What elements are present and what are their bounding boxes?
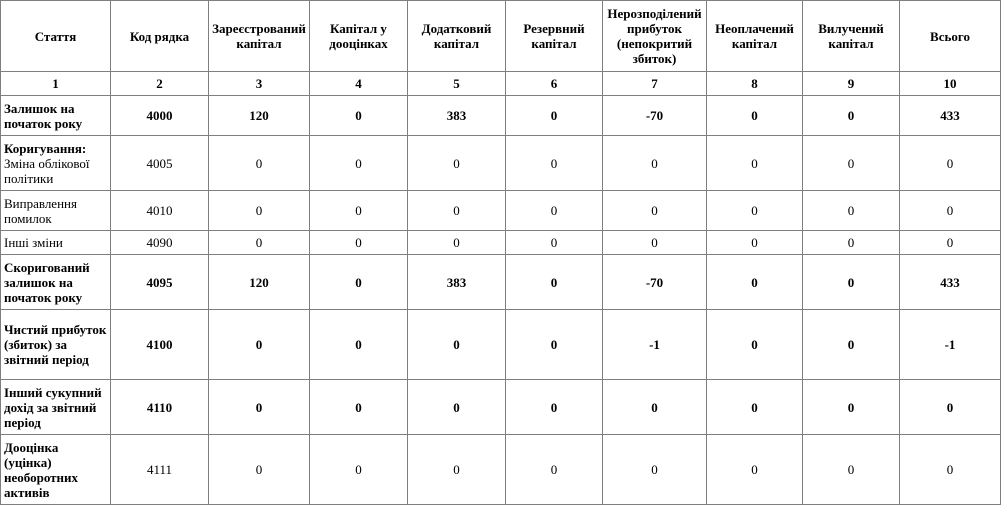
value-cell: 0 — [310, 231, 408, 255]
column-number: 10 — [900, 72, 1001, 96]
value-cell: 0 — [603, 435, 707, 505]
value-cell: 0 — [408, 310, 506, 380]
value-cell: 0 — [803, 255, 900, 310]
value-cell: 0 — [803, 310, 900, 380]
value-cell: 0 — [707, 96, 803, 136]
value-cell: 0 — [803, 96, 900, 136]
value-cell: 0 — [408, 435, 506, 505]
value-cell: -70 — [603, 96, 707, 136]
row-label-heading: Коригування: — [4, 140, 87, 156]
value-cell: 0 — [707, 191, 803, 231]
value-cell: 0 — [506, 380, 603, 435]
value-cell: 0 — [900, 380, 1001, 435]
value-cell: 0 — [707, 231, 803, 255]
header-cell: Код рядка — [111, 1, 209, 72]
row-label: Залишок на початок року — [1, 96, 111, 136]
column-number: 5 — [408, 72, 506, 96]
value-cell: 0 — [209, 136, 310, 191]
value-cell: 0 — [803, 380, 900, 435]
header-cell: Капітал у дооцінках — [310, 1, 408, 72]
column-number: 9 — [803, 72, 900, 96]
row-code: 4005 — [111, 136, 209, 191]
value-cell: 383 — [408, 96, 506, 136]
value-cell: 0 — [310, 191, 408, 231]
value-cell: -70 — [603, 255, 707, 310]
value-cell: 0 — [707, 380, 803, 435]
value-cell: 0 — [506, 310, 603, 380]
value-cell: 0 — [803, 191, 900, 231]
column-number: 8 — [707, 72, 803, 96]
header-cell: Всього — [900, 1, 1001, 72]
value-cell: 0 — [209, 310, 310, 380]
value-cell: 0 — [603, 380, 707, 435]
value-cell: 383 — [408, 255, 506, 310]
value-cell: 0 — [310, 255, 408, 310]
value-cell: 433 — [900, 255, 1001, 310]
value-cell: 0 — [408, 191, 506, 231]
value-cell: 0 — [209, 435, 310, 505]
value-cell: 433 — [900, 96, 1001, 136]
header-cell: Стаття — [1, 1, 111, 72]
table-row — [1, 231, 1001, 255]
header-cell: Зареєстрований капітал — [209, 1, 310, 72]
table-row — [1, 96, 1001, 136]
value-cell: 0 — [803, 136, 900, 191]
row-label: Інший сукупний дохід за звітний період — [1, 380, 111, 435]
column-number: 6 — [506, 72, 603, 96]
value-cell: 0 — [900, 231, 1001, 255]
value-cell: 0 — [707, 310, 803, 380]
row-code: 4100 — [111, 310, 209, 380]
value-cell: 0 — [506, 191, 603, 231]
value-cell: 0 — [506, 96, 603, 136]
value-cell: 0 — [209, 191, 310, 231]
value-cell: 0 — [603, 136, 707, 191]
value-cell: 0 — [209, 231, 310, 255]
value-cell: 0 — [506, 231, 603, 255]
value-cell: 0 — [900, 435, 1001, 505]
value-cell: 0 — [803, 231, 900, 255]
value-cell: 0 — [310, 136, 408, 191]
value-cell: 0 — [803, 435, 900, 505]
value-cell: 0 — [506, 136, 603, 191]
row-code: 4111 — [111, 435, 209, 505]
column-number-row — [1, 72, 1001, 96]
value-cell: 0 — [707, 136, 803, 191]
value-cell: 0 — [506, 255, 603, 310]
row-code: 4110 — [111, 380, 209, 435]
value-cell: 0 — [209, 380, 310, 435]
header-cell: Нерозподілений прибуток (непокритий збиток) — [603, 1, 707, 72]
table-row — [1, 435, 1001, 505]
table-row — [1, 310, 1001, 380]
value-cell: 0 — [506, 435, 603, 505]
header-row — [1, 1, 1001, 72]
column-number: 3 — [209, 72, 310, 96]
value-cell: 0 — [310, 435, 408, 505]
value-cell: 0 — [310, 96, 408, 136]
value-cell: 0 — [900, 191, 1001, 231]
header-cell: Неоплачений капітал — [707, 1, 803, 72]
row-label: Чистий прибуток (збиток) за звітний період — [1, 310, 111, 380]
value-cell: 0 — [603, 231, 707, 255]
column-number: 2 — [111, 72, 209, 96]
value-cell: 0 — [707, 435, 803, 505]
row-label: Дооцінка (уцінка) необоротних активів — [1, 435, 111, 505]
value-cell: -1 — [900, 310, 1001, 380]
value-cell: -1 — [603, 310, 707, 380]
value-cell: 0 — [310, 380, 408, 435]
header-cell: Вилучений капітал — [803, 1, 900, 72]
column-number: 1 — [1, 72, 111, 96]
value-cell: 0 — [603, 191, 707, 231]
value-cell: 0 — [408, 231, 506, 255]
header-cell: Додатковий капітал — [408, 1, 506, 72]
column-number: 4 — [310, 72, 408, 96]
row-code: 4010 — [111, 191, 209, 231]
column-number: 7 — [603, 72, 707, 96]
value-cell: 0 — [707, 255, 803, 310]
table-row — [1, 380, 1001, 435]
value-cell: 120 — [209, 255, 310, 310]
value-cell: 120 — [209, 96, 310, 136]
row-label: Виправлення помилок — [1, 191, 111, 231]
row-code: 4000 — [111, 96, 209, 136]
row-label — [1, 136, 111, 191]
row-code: 4095 — [111, 255, 209, 310]
table-row — [1, 255, 1001, 310]
value-cell: 0 — [408, 136, 506, 191]
header-cell: Резервний капітал — [506, 1, 603, 72]
row-sublabel: Зміна облікової політики — [4, 155, 90, 186]
value-cell: 0 — [408, 380, 506, 435]
row-code: 4090 — [111, 231, 209, 255]
value-cell: 0 — [900, 136, 1001, 191]
table-row — [1, 191, 1001, 231]
value-cell: 0 — [310, 310, 408, 380]
table-row — [1, 136, 1001, 191]
row-label: Скоригований залишок на початок року — [1, 255, 111, 310]
row-label: Інші зміни — [1, 231, 111, 255]
